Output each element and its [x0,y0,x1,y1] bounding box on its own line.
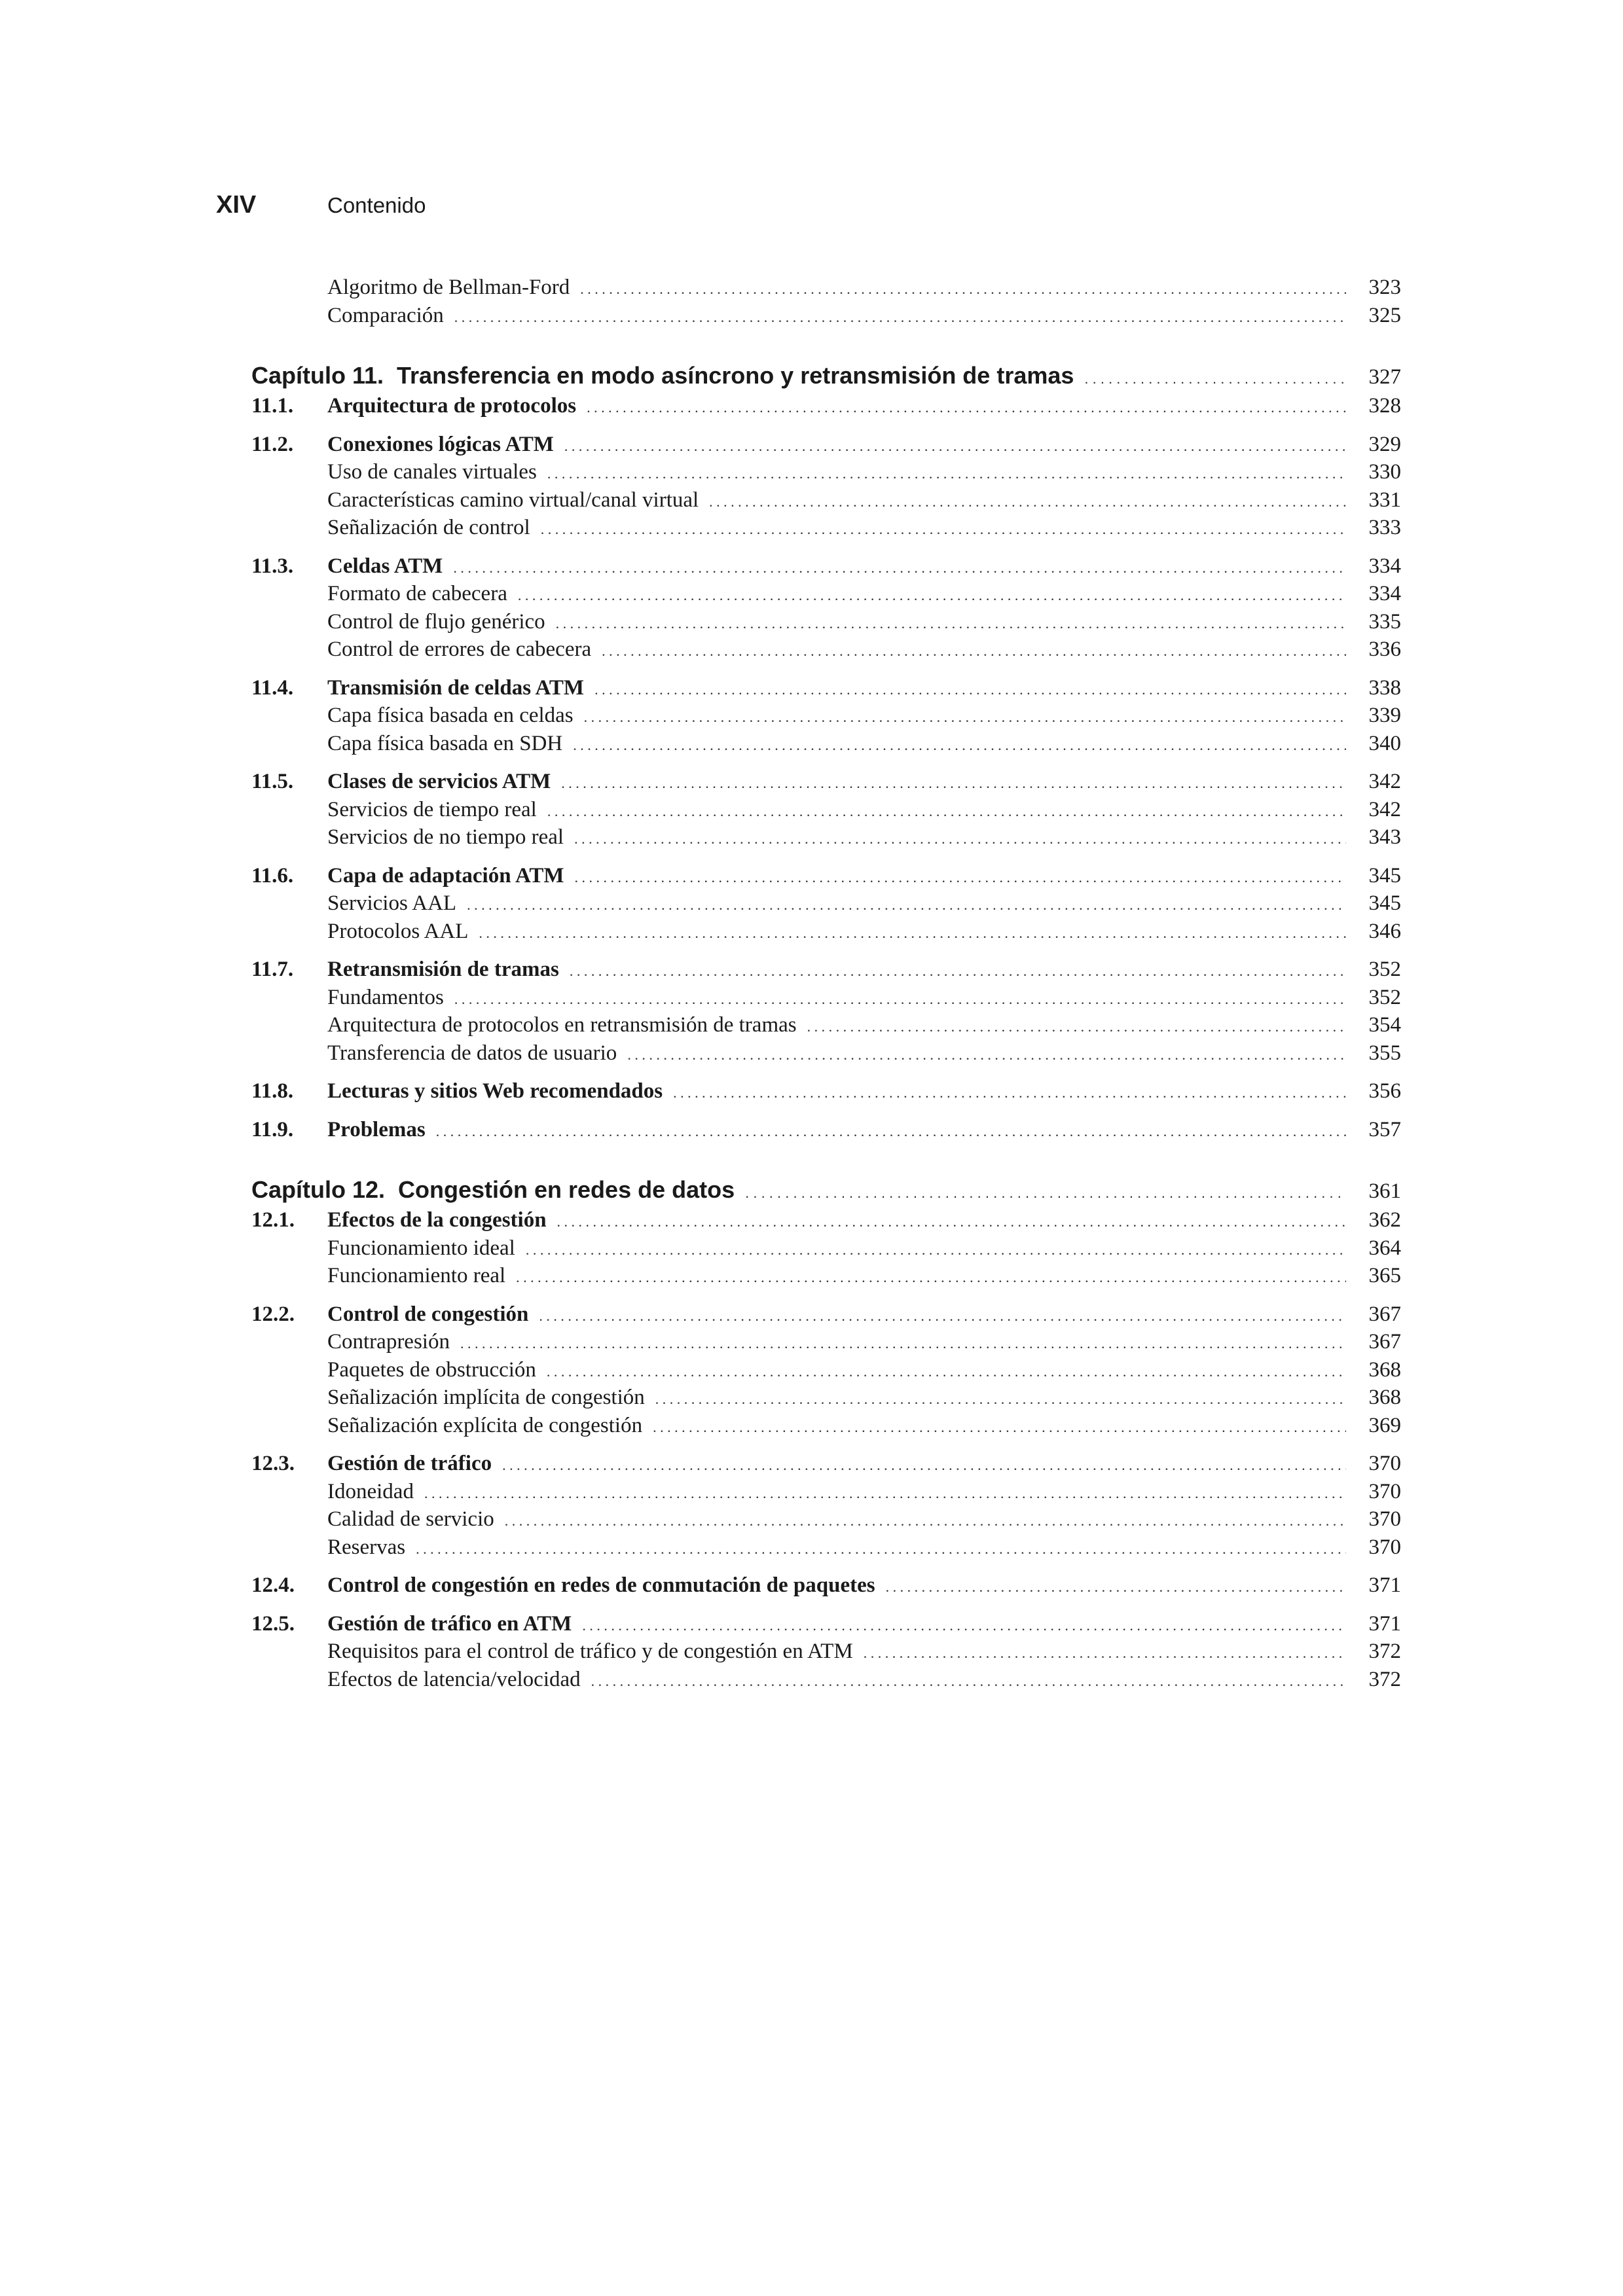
dot-leader [886,1571,1346,1602]
entry-title: Funcionamiento ideal [327,1236,515,1260]
page-ref: 370 [1368,1507,1401,1531]
section-title: Control de congestión en redes de conmutación de paquetes [327,1573,875,1597]
dot-leader [541,514,1346,544]
entry-title: Protocolos AAL [327,919,469,943]
dot-leader [424,1478,1346,1508]
dot-leader [653,1412,1346,1442]
section-number: 12.5. [251,1611,295,1636]
toc-section [251,674,1401,702]
section-title: Lecturas y sitios Web recomendados [327,1079,663,1103]
dot-leader [575,862,1346,892]
dot-leader [453,552,1346,583]
section-title: Capa de adaptación ATM [327,863,564,888]
page-ref: 334 [1368,582,1401,605]
entry-title: Señalización de control [327,516,530,539]
section-number: 11.2. [251,432,294,456]
dot-leader [454,984,1346,1014]
toc-section [251,1077,1401,1105]
entry-title: Comparación [327,303,444,327]
entry-title: Arquitectura de protocolos en retransmisión de tramas [327,1013,797,1037]
section-number: 11.1. [251,394,294,418]
section-number: 12.1. [251,1208,295,1232]
toc-section [251,956,1401,984]
page-ref: 362 [1368,1208,1401,1232]
toc-section [251,1206,1401,1234]
section-title: Arquitectura de protocolos [327,394,577,418]
entry-title: Requisitos para el control de tráfico y de congestión en ATM [327,1640,853,1663]
section-number: 11.5. [251,770,294,793]
dot-leader [436,1116,1346,1146]
dot-leader [547,458,1346,488]
dot-leader [807,1011,1346,1041]
page-ref: 357 [1368,1117,1401,1141]
page-ref: 325 [1368,303,1401,327]
toc-section [251,1116,1401,1144]
page-ref: 352 [1368,958,1401,981]
chapter-gap [327,329,1401,359]
page-ref: 327 [1368,365,1401,389]
dot-leader [582,1610,1346,1640]
section-number: 11.9. [251,1117,294,1141]
entry-title: Reservas [327,1535,406,1559]
page-ref: 331 [1368,488,1401,512]
page-ref: 328 [1368,394,1401,418]
dot-leader [627,1039,1346,1069]
toc-entry [327,823,1401,852]
entry-title: Servicios de no tiempo real [327,825,564,849]
page-ref: 334 [1368,554,1401,578]
toc-entry [327,486,1401,514]
chapter-title: Congestión en redes de datos [398,1176,735,1203]
toc-entry [327,1412,1401,1440]
entry-title: Uso de canales virtuales [327,460,537,484]
section-title: Celdas ATM [327,554,443,578]
page-ref: 364 [1368,1236,1401,1260]
page-ref: 340 [1368,731,1401,755]
toc-entry [327,1534,1401,1562]
entry-title: Efectos de latencia/velocidad [327,1667,581,1691]
page-ref: 345 [1368,863,1401,888]
chapter-gap [327,1143,1401,1174]
entry-title: Señalización implícita de congestión [327,1386,645,1409]
section-number: 11.8. [251,1079,294,1103]
page-ref: 356 [1368,1079,1401,1103]
dot-leader [460,1328,1346,1358]
page-ref: 342 [1368,797,1401,821]
dot-leader [580,274,1346,304]
page-ref: 329 [1368,432,1401,456]
toc-entry [327,1262,1401,1290]
dot-leader [416,1534,1346,1564]
dot-leader [564,431,1346,461]
dot-leader [539,1300,1346,1331]
entry-title: Control de flujo genérico [327,609,545,634]
toc-entry [327,918,1401,946]
section-title: Retransmisión de tramas [327,958,559,981]
dot-leader [709,486,1346,516]
section-title: Problemas [327,1117,426,1141]
chapter-title: Transferencia en modo asíncrono y retransmisión de tramas [397,362,1074,389]
dot-leader [1084,359,1346,395]
page-ref: 355 [1368,1041,1401,1065]
toc-entry [327,1328,1401,1356]
entry-title: Algoritmo de Bellman-Ford [327,276,570,299]
page-ref: 372 [1368,1640,1401,1663]
page-ref: 354 [1368,1013,1401,1037]
dot-leader [556,608,1346,638]
page-ref: 361 [1368,1179,1401,1203]
toc-section [251,1571,1401,1600]
entry-title: Servicios AAL [327,891,457,915]
dot-leader [584,702,1346,732]
entry-title: Transferencia de datos de usuario [327,1041,617,1065]
dot-leader [570,956,1346,986]
dot-leader [594,674,1346,704]
page-ref: 368 [1368,1386,1401,1409]
page-ref: 367 [1368,1330,1401,1354]
dot-leader [574,823,1346,853]
dot-leader [587,392,1346,422]
section-number: 12.2. [251,1302,295,1326]
section-title: Conexiones lógicas ATM [327,432,554,456]
page-ref: 338 [1368,675,1401,700]
page-ref: 365 [1368,1264,1401,1287]
page-number: XIV [216,191,257,219]
running-title: Contenido [327,193,426,217]
toc-chapter [251,1174,1401,1206]
page-ref: 370 [1368,1535,1401,1559]
toc-entry [327,1666,1401,1694]
section-number: 12.3. [251,1452,295,1475]
table-of-contents [251,274,1401,1693]
entry-title: Capa física basada en celdas [327,704,574,727]
section-title: Control de congestión [327,1302,529,1326]
entry-title: Características camino virtual/canal virtual [327,488,699,512]
page-ref: 370 [1368,1479,1401,1503]
dot-leader [454,302,1346,332]
dot-leader [655,1384,1346,1414]
toc-section [251,862,1401,890]
page-ref: 342 [1368,770,1401,793]
toc-entry [327,458,1401,486]
toc-entry [327,1011,1401,1039]
section-title: Clases de servicios ATM [327,770,551,793]
dot-leader [516,1262,1346,1292]
page-ref: 323 [1368,276,1401,299]
toc-entry [327,1638,1401,1666]
page-ref: 368 [1368,1357,1401,1382]
toc-entry [327,1356,1401,1384]
dot-leader [505,1505,1346,1535]
page-ref: 372 [1368,1667,1401,1691]
dot-leader [547,796,1346,826]
toc-entry [327,1384,1401,1412]
page-ref: 343 [1368,825,1401,849]
entry-title: Funcionamiento real [327,1264,506,1287]
toc-entry [327,302,1401,330]
dot-leader [673,1077,1346,1107]
entry-title: Contrapresión [327,1330,450,1354]
toc-entry [327,1039,1401,1067]
page-ref: 369 [1368,1413,1401,1437]
chapter-label: Capítulo 11. [251,362,384,389]
section-number: 11.6. [251,863,294,888]
section-number: 11.3. [251,554,294,578]
dot-leader [745,1174,1346,1210]
dot-leader [526,1234,1346,1265]
page-ref: 335 [1368,609,1401,634]
section-number: 11.7. [251,958,294,981]
entry-title: Servicios de tiempo real [327,797,537,821]
dot-leader [561,768,1346,798]
section-title: Gestión de tráfico [327,1452,492,1475]
page-ref: 333 [1368,516,1401,539]
section-title: Transmisión de celdas ATM [327,675,585,700]
toc-entry [327,1234,1401,1263]
dot-leader [602,636,1346,666]
toc-entry [327,636,1401,664]
toc-entry [327,984,1401,1012]
toc-entry [327,274,1401,302]
toc-entry [327,1478,1401,1506]
toc-entry [327,702,1401,730]
dot-leader [591,1666,1346,1696]
page-ref: 345 [1368,891,1401,915]
entry-title: Paquetes de obstrucción [327,1357,536,1382]
toc-entry [327,1505,1401,1534]
dot-leader [547,1356,1346,1386]
toc-chapter [251,359,1401,392]
page-ref: 367 [1368,1302,1401,1326]
toc-entry [327,580,1401,608]
dot-leader [479,918,1346,948]
dot-leader [573,730,1346,760]
toc-section [251,1300,1401,1329]
page-ref: 371 [1368,1573,1401,1597]
entry-title: Señalización explícita de congestión [327,1413,643,1437]
page-ref: 352 [1368,985,1401,1009]
dot-leader [557,1206,1346,1236]
toc-entry [327,796,1401,824]
section-title: Gestión de tráfico en ATM [327,1611,572,1636]
entry-title: Calidad de servicio [327,1507,494,1531]
entry-title: Capa física basada en SDH [327,731,563,755]
page-ref: 370 [1368,1452,1401,1475]
chapter-label: Capítulo 12. [251,1176,386,1203]
entry-title: Idoneidad [327,1479,414,1503]
page-ref: 346 [1368,919,1401,943]
entry-title: Fundamentos [327,985,444,1009]
page-ref: 330 [1368,460,1401,484]
entry-title: Formato de cabecera [327,582,507,605]
toc-section [251,768,1401,796]
dot-leader [502,1450,1346,1480]
dot-leader [864,1638,1346,1668]
toc-entry [327,730,1401,758]
page-ref: 371 [1368,1611,1401,1636]
toc-section [251,431,1401,459]
section-number: 12.4. [251,1573,295,1597]
toc-section [251,1450,1401,1478]
running-head [216,191,426,224]
toc-section [251,392,1401,420]
dot-leader [467,889,1346,920]
section-number: 11.4. [251,675,294,700]
entry-title: Control de errores de cabecera [327,637,592,661]
dot-leader [518,580,1346,610]
toc-entry [327,889,1401,918]
toc-entry [327,514,1401,542]
toc-section [251,1610,1401,1638]
toc-entry [327,608,1401,636]
page-ref: 336 [1368,637,1401,661]
section-title: Efectos de la congestión [327,1208,547,1232]
toc-section [251,552,1401,581]
page-ref: 339 [1368,704,1401,727]
